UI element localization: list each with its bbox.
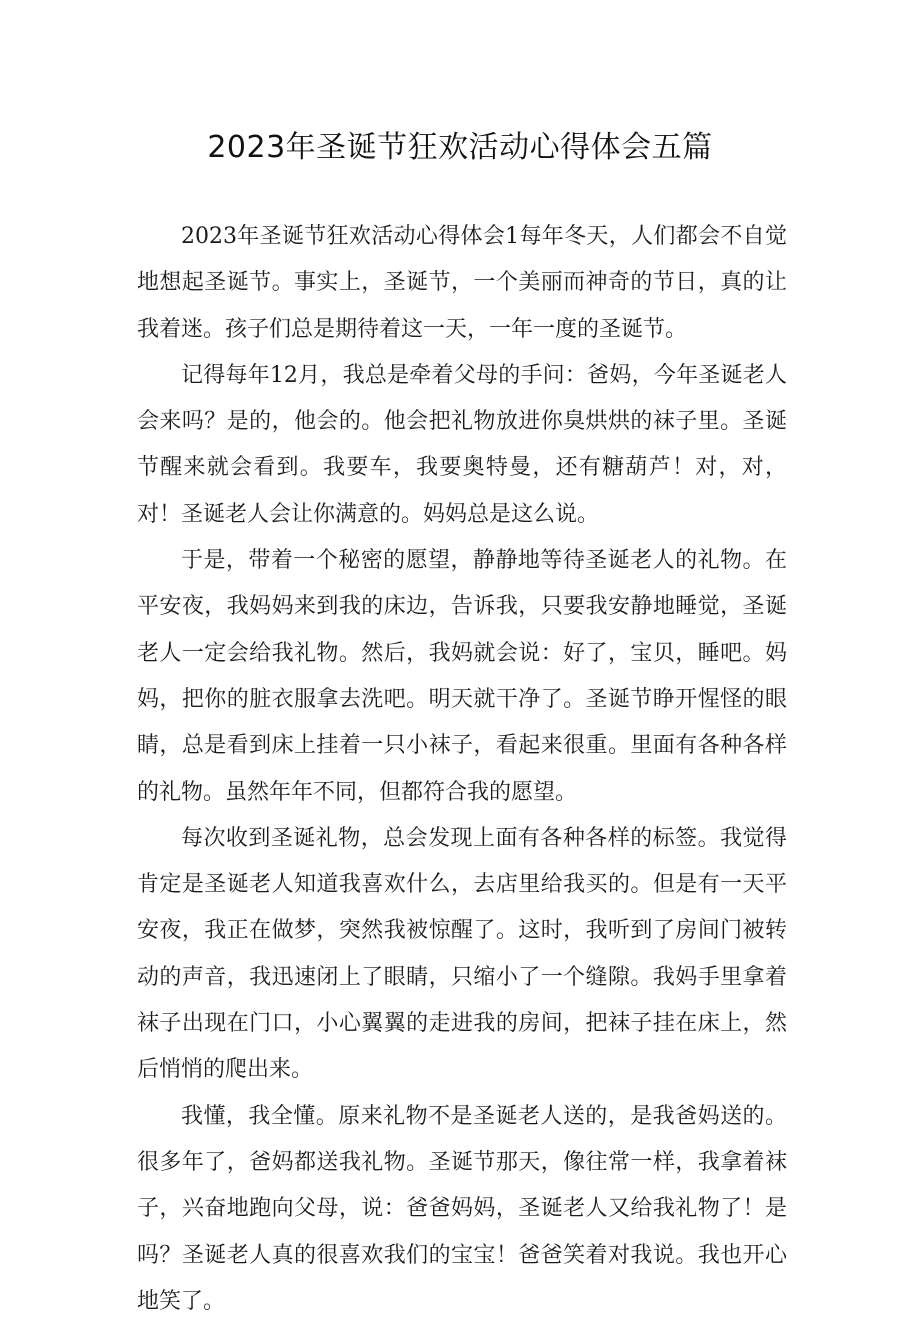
document-body — [137, 214, 787, 1325]
paragraph: 记得每年12月，我总是牵着父母的手问：爸妈，今年圣诞老人会来吗？是的，他会的。他会把礼物放进你臭烘烘的袜子里。圣诞节醒来就会看到。我要车，我要奥特曼，还有糖葫芦！对，对，对！圣诞老人会让你满意的。妈妈总是这么说。 — [137, 362, 787, 527]
paragraph: 2023年圣诞节狂欢活动心得体会1每年冬天，人们都会不自觉地想起圣诞节。事实上，圣诞节，一个美丽而神奇的节日，真的让我着迷。孩子们总是期待着这一天，一年一度的圣诞节。 — [137, 224, 787, 342]
paragraph: 每次收到圣诞礼物，总会发现上面有各种各样的标签。我觉得肯定是圣诞老人知道我喜欢什么，去店里给我买的。但是有一天平安夜，我正在做梦，突然我被惊醒了。这时，我听到了房间门被转动的声音，我迅速闭上了眼睛，只缩小了一个缝隙。我妈手里拿着袜子出现在门口，小心翼翼的走进我的房间，把袜子挂在床上，然后悄悄的爬出来。 — [137, 825, 787, 1083]
paragraph: 于是，带着一个秘密的愿望，静静地等待圣诞老人的礼物。在平安夜，我妈妈来到我的床边，告诉我，只要我安静地睡觉，圣诞老人一定会给我礼物。然后，我妈就会说：好了，宝贝，睡吧。妈妈，把你的脏衣服拿去洗吧。明天就干净了。圣诞节睁开惺怪的眼睛，总是看到床上挂着一只小袜子，看起来很重。里面有各种各样的礼物。虽然年年不同，但都符合我的愿望。 — [137, 548, 787, 805]
paragraph: 我懂，我全懂。原来礼物不是圣诞老人送的，是我爸妈送的。很多年了，爸妈都送我礼物。圣诞节那天，像往常一样，我拿着袜子，兴奋地跑向父母，说：爸爸妈妈，圣诞老人又给我礼物了！是吗？圣诞老人真的很喜欢我们的宝宝！爸爸笑着对我说。我也开心地笑了。 — [137, 1103, 787, 1314]
document-title: 2023年圣诞节狂欢活动心得体会五篇 — [207, 130, 713, 165]
